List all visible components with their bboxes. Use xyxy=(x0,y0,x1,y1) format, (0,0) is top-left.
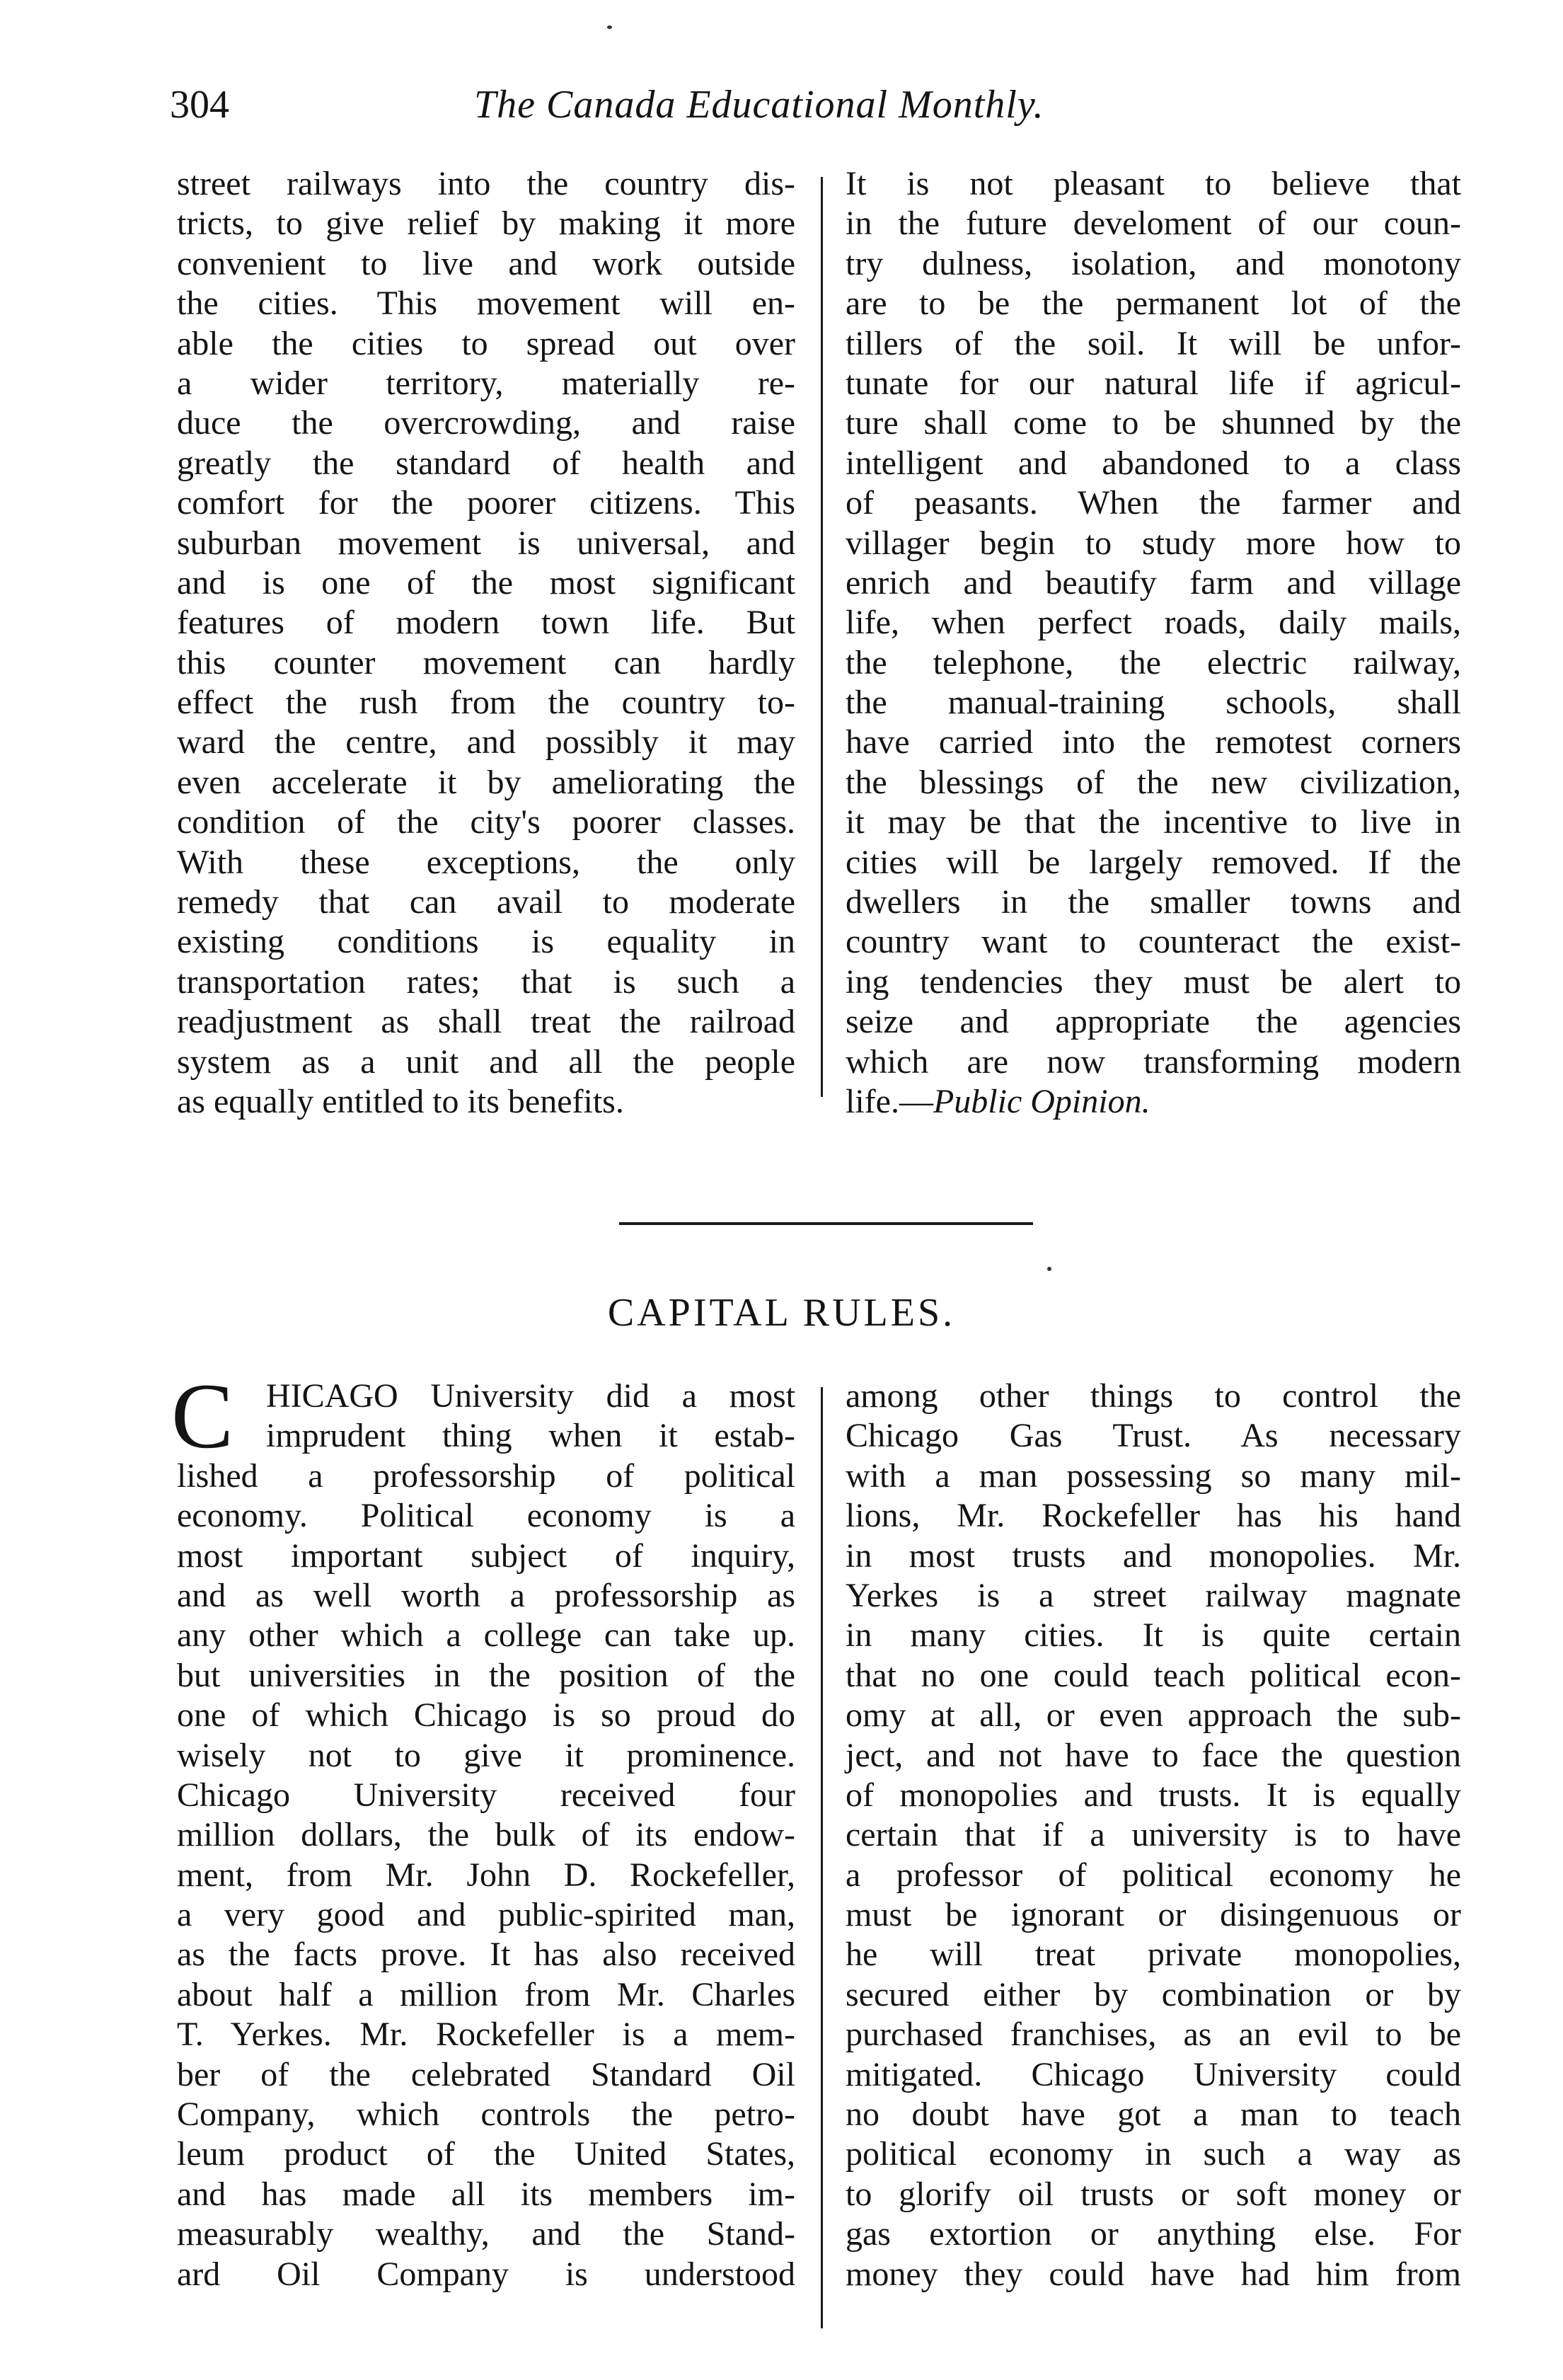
body-line: measurably wealthy, and the Stand- xyxy=(177,2215,795,2253)
body-line: and as well worth a professorship as xyxy=(177,1576,795,1614)
body-line: T. Yerkes. Mr. Rockefeller is a mem- xyxy=(177,2016,795,2054)
body-line: in the future develoment of our coun- xyxy=(846,205,1461,243)
body-line: existing conditions is equality in xyxy=(177,923,795,961)
top-left-column xyxy=(177,164,795,1122)
body-line: most important subject of inquiry, xyxy=(177,1536,795,1575)
body-line: leum product of the United States, xyxy=(177,2135,795,2173)
first-line-text: HICAGO University did a most xyxy=(266,1377,795,1415)
body-line: political economy in such a way as xyxy=(846,2135,1461,2173)
body-line: imprudent thing when it estab- xyxy=(266,1417,795,1455)
section-separator xyxy=(619,1222,1033,1225)
body-line: Chicago Gas Trust. As necessary xyxy=(846,1417,1461,1455)
body-line: which are now transforming modern xyxy=(846,1042,1461,1081)
body-line: features of modern town life. But xyxy=(177,604,795,642)
body-line: certain that if a university is to have xyxy=(846,1816,1461,1854)
body-line: comfort for the poorer citizens. This xyxy=(177,484,795,522)
body-line: suburban movement is universal, and xyxy=(177,524,795,562)
body-line: ject, and not have to face the question xyxy=(846,1736,1461,1774)
body-line: have carried into the remotest corners xyxy=(846,723,1461,761)
body-line: money they could have had him from xyxy=(846,2255,1461,2293)
page-number: 304 xyxy=(170,83,229,127)
body-line: try dulness, isolation, and monotony xyxy=(846,244,1461,282)
body-line: the blessings of the new civilization, xyxy=(846,763,1461,801)
body-line: it may be that the incentive to live in xyxy=(846,803,1461,841)
body-line: dwellers in the smaller towns and xyxy=(846,883,1461,921)
body-line: ing tendencies they must be alert to xyxy=(846,962,1461,1001)
body-line: no doubt have got a man to teach xyxy=(846,2096,1461,2134)
body-line: lished a professorship of political xyxy=(177,1456,795,1495)
body-line: in many cities. It is quite certain xyxy=(846,1616,1461,1655)
body-line: a very good and public-spirited man, xyxy=(177,1896,795,1934)
body-line: in most trusts and monopolies. Mr. xyxy=(846,1536,1461,1575)
body-line: ward the centre, and possibly it may xyxy=(177,723,795,761)
body-line: transportation rates; that is such a xyxy=(177,962,795,1001)
section-heading: CAPITAL RULES. xyxy=(607,1291,956,1335)
body-line: of peasants. When the farmer and xyxy=(846,484,1461,522)
body-line: omy at all, or even approach the sub- xyxy=(846,1696,1461,1735)
body-line: this counter movement can hardly xyxy=(177,643,795,682)
body-line: one of which Chicago is so proud do xyxy=(177,1696,795,1735)
body-line: million dollars, the bulk of its endow- xyxy=(177,1816,795,1854)
dropcap-letter: C xyxy=(171,1364,234,1468)
body-line: convenient to live and work outside xyxy=(177,244,795,282)
column-rule-bottom xyxy=(821,1387,823,2328)
body-line: ard Oil Company is understood xyxy=(177,2255,795,2293)
body-line: duce the overcrowding, and raise xyxy=(177,404,795,442)
body-line: are to be the permanent lot of the xyxy=(846,284,1461,323)
body-line: readjustment as shall treat the railroad xyxy=(177,1003,795,1041)
body-line: the manual-training schools, shall xyxy=(846,684,1461,722)
body-line: remedy that can avail to moderate xyxy=(177,883,795,921)
body-line: purchased franchises, as an evil to be xyxy=(846,2016,1461,2054)
body-line: but universities in the position of the xyxy=(177,1656,795,1694)
body-line: life, when perfect roads, daily mails, xyxy=(846,604,1461,642)
bottom-right-column xyxy=(846,1376,1461,2294)
body-line: tillers of the soil. It will be unfor- xyxy=(846,324,1461,362)
body-line: system as a unit and all the people xyxy=(177,1042,795,1081)
body-line: street railways into the country dis- xyxy=(177,165,795,202)
scan-speck xyxy=(1047,1267,1051,1271)
body-line: seize and appropriate the agencies xyxy=(846,1003,1461,1041)
attribution-line xyxy=(846,1082,1461,1122)
body-line: Yerkes is a street railway magnate xyxy=(846,1576,1461,1614)
body-line: any other which a college can take up. xyxy=(177,1616,795,1655)
body-line: Chicago University received four xyxy=(177,1776,795,1814)
body-line: and has made all its members im- xyxy=(177,2175,795,2213)
body-line: with a man possessing so many mil- xyxy=(846,1456,1461,1495)
body-line: must be ignorant or disingenuous or xyxy=(846,1896,1461,1934)
body-line: Company, which controls the petro- xyxy=(177,2096,795,2134)
body-line: greatly the standard of health and xyxy=(177,444,795,482)
body-line: country want to counteract the exist- xyxy=(846,923,1461,961)
body-line: effect the rush from the country to- xyxy=(177,684,795,722)
body-line: the telephone, the electric railway, xyxy=(846,643,1461,682)
page-header xyxy=(170,76,1175,133)
body-line: With these exceptions, the only xyxy=(177,843,795,881)
body-line: intelligent and abandoned to a class xyxy=(846,444,1461,482)
top-right-column xyxy=(846,164,1461,1122)
body-line: gas extortion or anything else. For xyxy=(846,2215,1461,2253)
body-line: as the facts prove. It has also received xyxy=(177,1936,795,1974)
body-line: even accelerate it by ameliorating the xyxy=(177,763,795,801)
body-line: tunate for our natural life if agricul- xyxy=(846,364,1461,402)
body-line: about half a million from Mr. Charles xyxy=(177,1975,795,2013)
body-line: villager begin to study more how to xyxy=(846,524,1461,562)
body-line: economy. Political economy is a xyxy=(177,1497,795,1535)
body-line: wisely not to give it prominence. xyxy=(177,1736,795,1774)
body-line: secured either by combination or by xyxy=(846,1975,1461,2013)
body-line: condition of the city's poorer classes. xyxy=(177,803,795,841)
body-line: and is one of the most significant xyxy=(177,563,795,602)
body-line: ber of the celebrated Standard Oil xyxy=(177,2055,795,2093)
attribution-prefix: life.— xyxy=(846,1082,933,1120)
body-line: a wider territory, materially re- xyxy=(177,364,795,402)
body-line: he will treat private monopolies, xyxy=(846,1936,1461,1974)
body-line: mitigated. Chicago University could xyxy=(846,2055,1461,2093)
body-line: among other things to control the xyxy=(846,1377,1461,1415)
bottom-left-column xyxy=(171,1364,795,2294)
body-line: enrich and beautify farm and village xyxy=(846,563,1461,602)
body-line: as equally entitled to its benefits. xyxy=(177,1082,624,1120)
body-line: lions, Mr. Rockefeller has his hand xyxy=(846,1497,1461,1535)
body-line: that no one could teach political econ- xyxy=(846,1656,1461,1694)
body-line: a professor of political economy he xyxy=(846,1856,1461,1894)
body-line: ment, from Mr. John D. Rockefeller, xyxy=(177,1856,795,1894)
column-rule-top xyxy=(821,177,823,1097)
body-line: tricts, to give relief by making it more xyxy=(177,205,795,243)
body-line: ture shall come to be shunned by the xyxy=(846,404,1461,442)
body-line: able the cities to spread out over xyxy=(177,324,795,362)
body-line: the cities. This movement will en- xyxy=(177,284,795,323)
running-title: The Canada Educational Monthly. xyxy=(474,83,1044,127)
body-line: cities will be largely removed. If the xyxy=(846,843,1461,881)
body-line: to glorify oil trusts or soft money or xyxy=(846,2175,1461,2213)
scan-speck xyxy=(607,25,612,29)
attribution-source: Public Opinion. xyxy=(933,1082,1150,1120)
body-line: of monopolies and trusts. It is equally xyxy=(846,1776,1461,1814)
body-line: It is not pleasant to believe that xyxy=(846,165,1461,202)
